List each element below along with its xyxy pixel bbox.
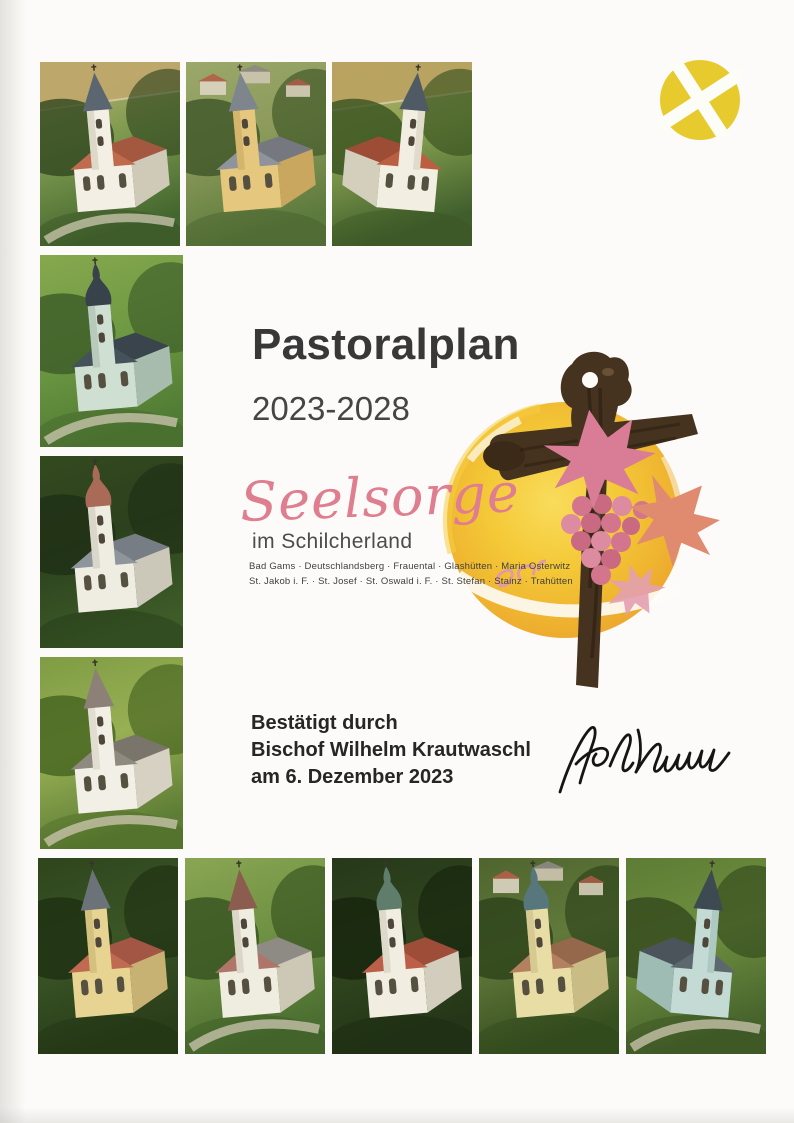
left-photo-column [40,255,183,849]
church-photo-left-1 [40,255,183,447]
scan-edge-shade-bottom [0,1107,794,1123]
parish-list-line1: Bad Gams · Deutschlandsberg · Frauental · Glashütten · Maria Osterwitz [249,561,571,572]
scan-edge-shade-left [0,0,26,1123]
page-subtitle: 2023-2028 [252,390,410,427]
church-photo-left-3 [40,657,183,849]
bishop-signature [548,712,768,800]
church-photo-bottom-4 [479,858,619,1054]
seelsorge-wordmark: Seelsorge [238,461,521,534]
brand-tagline: im Schilcherland [252,530,413,553]
church-photo-top-2 [186,62,326,246]
church-photo-top-3 [332,62,472,246]
approval-line1: Bestätigt durch [251,712,398,734]
bottom-photo-row [38,858,766,1054]
parish-list [249,560,573,589]
approval-line3: am 6. Dezember 2023 [251,766,454,788]
approval-line2: Bischof Wilhelm Krautwaschl [251,739,531,761]
church-photo-bottom-3 [332,858,472,1054]
parish-list-line2: St. Jakob i. F. · St. Josef · St. Oswald i. F. · St. Stefan · Stainz · Trahütten [249,575,573,587]
church-photo-top-1 [40,62,180,246]
approval-text [251,710,531,791]
church-photo-bottom-2 [185,858,325,1054]
church-photo-bottom-5 [626,858,766,1054]
page-title: Pastoralplan [252,320,520,369]
church-photo-left-2 [40,456,183,648]
diocese-cross-logo [658,58,742,142]
church-photo-bottom-1 [38,858,178,1054]
top-photo-row [40,62,472,246]
